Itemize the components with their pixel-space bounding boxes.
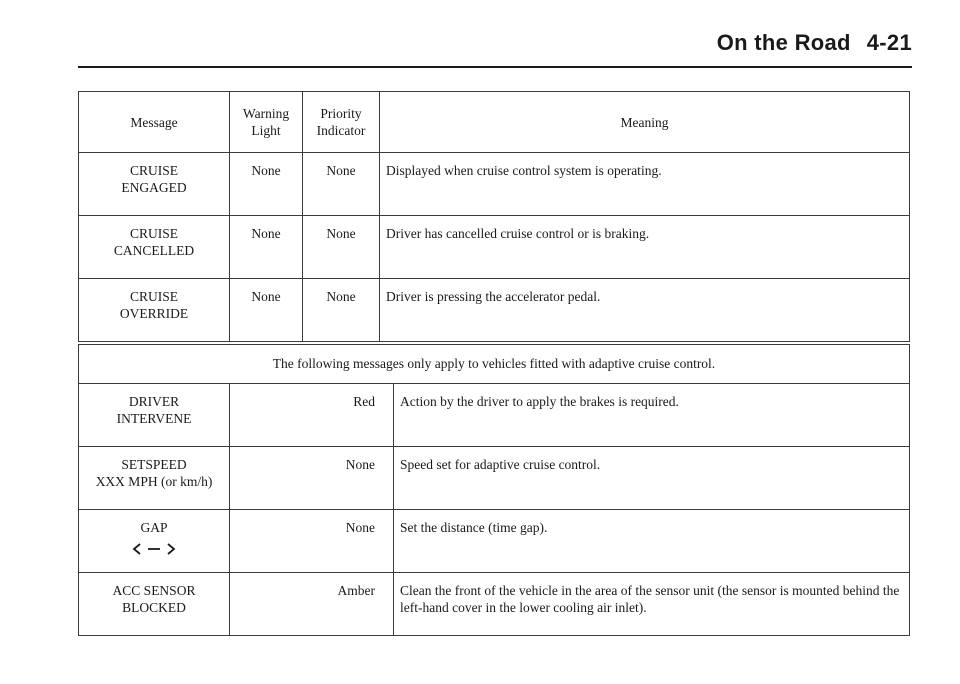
message-cell: GAP [79,510,230,573]
meaning-cell: Speed set for adaptive cruise control. [394,447,910,510]
indicator-cell: Red [230,384,394,447]
meaning-cell: Driver is pressing the accelerator pedal. [380,279,910,342]
message-cell: SETSPEED XXX MPH (or km/h) [79,447,230,510]
table-row [79,573,910,636]
page-number: 4-21 [866,30,912,55]
meaning-cell: Set the distance (time gap). [394,510,910,573]
table-row [79,279,910,342]
meaning-cell: Driver has cancelled cruise control or is braking. [380,216,910,279]
priority-cell: None [303,216,380,279]
col-header-message: Message [79,92,230,153]
priority-cell: None [303,279,380,342]
message-cell: CRUISE OVERRIDE [79,279,230,342]
gap-arrows-icon [131,542,177,556]
meaning-cell: Clean the front of the vehicle in the area of the sensor unit (the sensor is mounted behind the left-hand cover in the lower cooling air inlet). [394,573,910,636]
table-row [79,216,910,279]
col-header-meaning: Meaning [380,92,910,153]
adaptive-cruise-messages-table [78,344,910,636]
table-row [79,447,910,510]
table-note-row [79,345,910,384]
message-cell: CRUISE ENGAGED [79,153,230,216]
table-header-row [79,92,910,153]
indicator-cell: None [230,447,394,510]
adaptive-note: The following messages only apply to vehicles fitted with adaptive cruise control. [79,345,910,384]
warning-cell: None [230,279,303,342]
message-cell: CRUISE CANCELLED [79,216,230,279]
message-cell: ACC SENSOR BLOCKED [79,573,230,636]
message-cell: DRIVER INTERVENE [79,384,230,447]
table-row [79,384,910,447]
indicator-cell: None [230,510,394,573]
table-row [79,510,910,573]
col-header-priority-indicator: Priority Indicator [303,92,380,153]
meaning-cell: Displayed when cruise control system is operating. [380,153,910,216]
table-row [79,153,910,216]
meaning-cell: Action by the driver to apply the brakes is required. [394,384,910,447]
page-header [717,30,912,56]
indicator-cell: Amber [230,573,394,636]
priority-cell: None [303,153,380,216]
header-rule [78,66,912,68]
col-header-warning-light: Warning Light [230,92,303,153]
warning-cell: None [230,216,303,279]
section-title: On the Road [716,30,851,55]
warning-cell: None [230,153,303,216]
cruise-messages-table [78,91,910,342]
